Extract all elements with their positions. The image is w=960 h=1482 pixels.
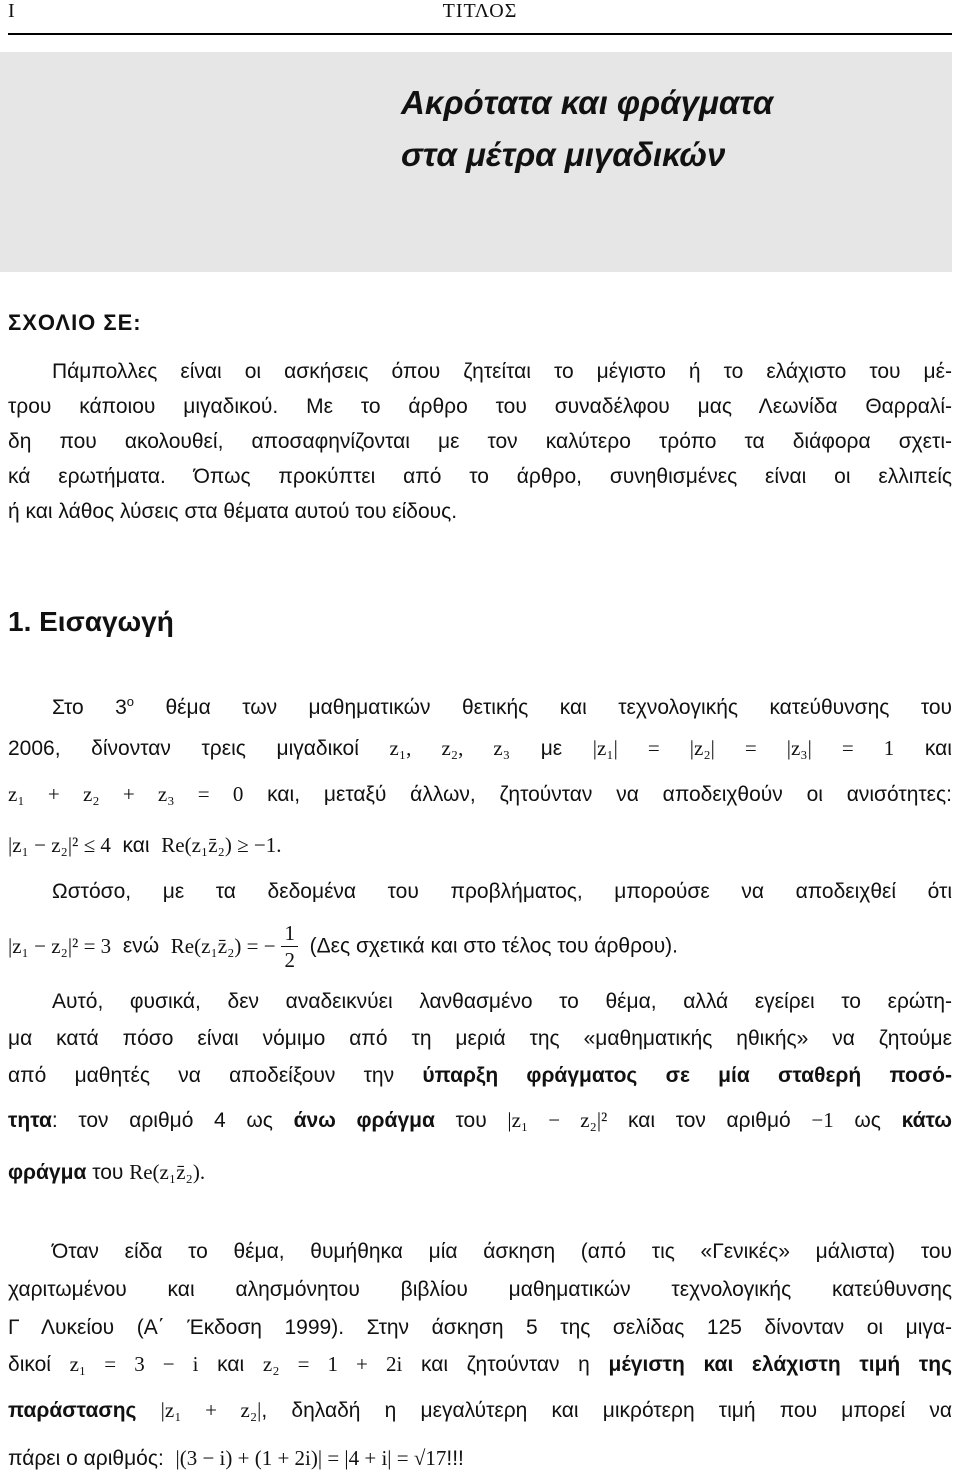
inequality-2: Re(z₁z̄₂) ≥ −1. xyxy=(161,833,282,857)
modulus-condition: |z₁| = |z₂| = |z₃| = 1 xyxy=(592,736,895,760)
fraction-one-half: $\frac{1}{2}$ xyxy=(281,920,298,973)
intro-line-9: από μαθητές να αποδείξουν την ύπαρξη φράγματος σε μία σταθερή ποσό- xyxy=(8,1064,952,1087)
variables-z: z₁, z₂, z₃ xyxy=(389,736,511,760)
intro-line-8: μα κατά πόσο είναι νόμιμο από τη μεριά της «μαθηματικής ηθικής» να ζητούμε xyxy=(8,1027,952,1050)
equality-2: Re(z₁z̄₂) = − xyxy=(170,934,276,958)
sum-condition: z₁ + z₂ + z₃ = 0 xyxy=(8,782,244,806)
note-line-2: τρου κάποιου μιγαδικού. Με το άρθρο του συναδέλφου μας Λεωνίδα Θαρραλί- xyxy=(8,395,952,418)
exercise-line-4: δικοί z₁ = 3 − i και z₂ = 1 + 2i και ζητούνταν η μέγιστη και ελάχιστη τιμή της xyxy=(8,1352,953,1376)
final-computation: |(3 − i) + (1 + 2i)| = |4 + i| = √17 xyxy=(175,1446,447,1470)
page-number: I xyxy=(8,0,15,22)
expression-real-part: Re(z₁z̄₂). xyxy=(129,1160,206,1184)
note-line-5: ή και λάθος λύσεις στα θέματα αυτού του είδους. xyxy=(8,500,458,523)
section-heading: 1. Εισαγωγή xyxy=(8,606,174,637)
article-title-box xyxy=(0,52,952,272)
page-header xyxy=(8,0,952,30)
reference-note: (Δες σχετικά και στο τέλος του άρθρου). xyxy=(309,934,679,958)
exercise-line-1: Όταν είδα το θέμα, θυμήθηκα μία άσκηση (από τις «Γενικές» μάλιστα) του xyxy=(52,1240,952,1263)
note-line-4: κά ερωτήματα. Όπως προκύπτει από το άρθρο, συνηθισμένες είναι οι ελλιπείς xyxy=(8,465,952,488)
expression-modulus-diff: |z₁ − z₂|² xyxy=(507,1108,608,1132)
intro-line-6: |z₁ − z₂|² = 3 ενώ Re(z₁z̄₂) = − $\frac{1}{2}$ (Δες σχετικά και στο τέλος του άρθρου). xyxy=(8,921,679,972)
z1-value: z₁ = 3 − i xyxy=(69,1352,199,1376)
intro-line-3: z₁ + z₂ + z₃ = 0 και, μεταξύ άλλων, ζητούνταν να αποδειχθούν οι ανισότητες: xyxy=(8,782,952,806)
intro-line-1: Στο $3^o$ θέμα των μαθηματικών θετικής και τεχνολογικής κατεύθυνσης του xyxy=(52,694,953,719)
article-title-line-1: Ακρότατα και φράγματα xyxy=(401,84,774,121)
note-line-1: Πάμπολλες είναι οι ασκήσεις όπου ζητείται το μέγιστο ή το ελάχιστο του μέ- xyxy=(52,360,952,383)
article-title-line-2: στα μέτρα μιγαδικών xyxy=(401,136,726,173)
z2-value: z₂ = 1 + 2i xyxy=(262,1352,403,1376)
intro-line-5: Ωστόσο, με τα δεδομένα του προβλήματος, μπορούσε να αποδειχθεί ότι xyxy=(52,880,952,903)
note-label: ΣΧΟΛΙΟ ΣΕ: xyxy=(8,310,142,335)
exercise-line-5: παράστασης |z₁ + z₂|, δηλαδή η μεγαλύτερη και μικρότερη τιμή που μπορεί να xyxy=(8,1398,952,1422)
intro-line-7: Αυτό, φυσικά, δεν αναδεικνύει λανθασμένο το θέμα, αλλά εγείρει το ερώτη- xyxy=(52,990,952,1013)
exercise-line-6: πάρει ο αριθμός: |(3 − i) + (1 + 2i)| = |4 + i| = √17!!! xyxy=(8,1446,464,1470)
intro-line-2: 2006, δίνονταν τρεις μιγαδικοί z₁, z₂, z₃ με |z₁| = |z₂| = |z₃| = 1 και xyxy=(8,736,952,760)
running-title: ΤΙΤΛΟΣ xyxy=(442,0,518,22)
expression-modulus-sum: |z₁ + z₂| xyxy=(160,1398,262,1422)
intro-line-10: τητα: τον αριθμό 4 ως άνω φράγμα του |z₁ − z₂|² και τον αριθμό −1 ως κάτω xyxy=(8,1108,953,1132)
exercise-line-3: Γ Λυκείου (Α΄ Έκδοση 1999). Στην άσκηση 5 της σελίδας 125 δίνονταν οι μιγα- xyxy=(8,1316,952,1339)
note-line-3: δη που ακολουθεί, αποσαφηνίζονται με τον καλύτερο τρόπο τα διάφορα σχετι- xyxy=(8,430,952,453)
intro-line-11: φράγμα του Re(z₁z̄₂). xyxy=(8,1160,206,1184)
intro-line-4: |z₁ − z₂|² ≤ 4 και Re(z₁z̄₂) ≥ −1. xyxy=(8,833,282,857)
header-rule xyxy=(8,33,952,35)
inequality-1: |z₁ − z₂|² ≤ 4 xyxy=(8,833,111,857)
equality-1: |z₁ − z₂|² = 3 xyxy=(8,934,112,958)
exercise-line-2: χαριτωμένου και αλησμόνητου βιβλίου μαθηματικών τεχνολογικής κατεύθυνσης xyxy=(8,1278,952,1301)
